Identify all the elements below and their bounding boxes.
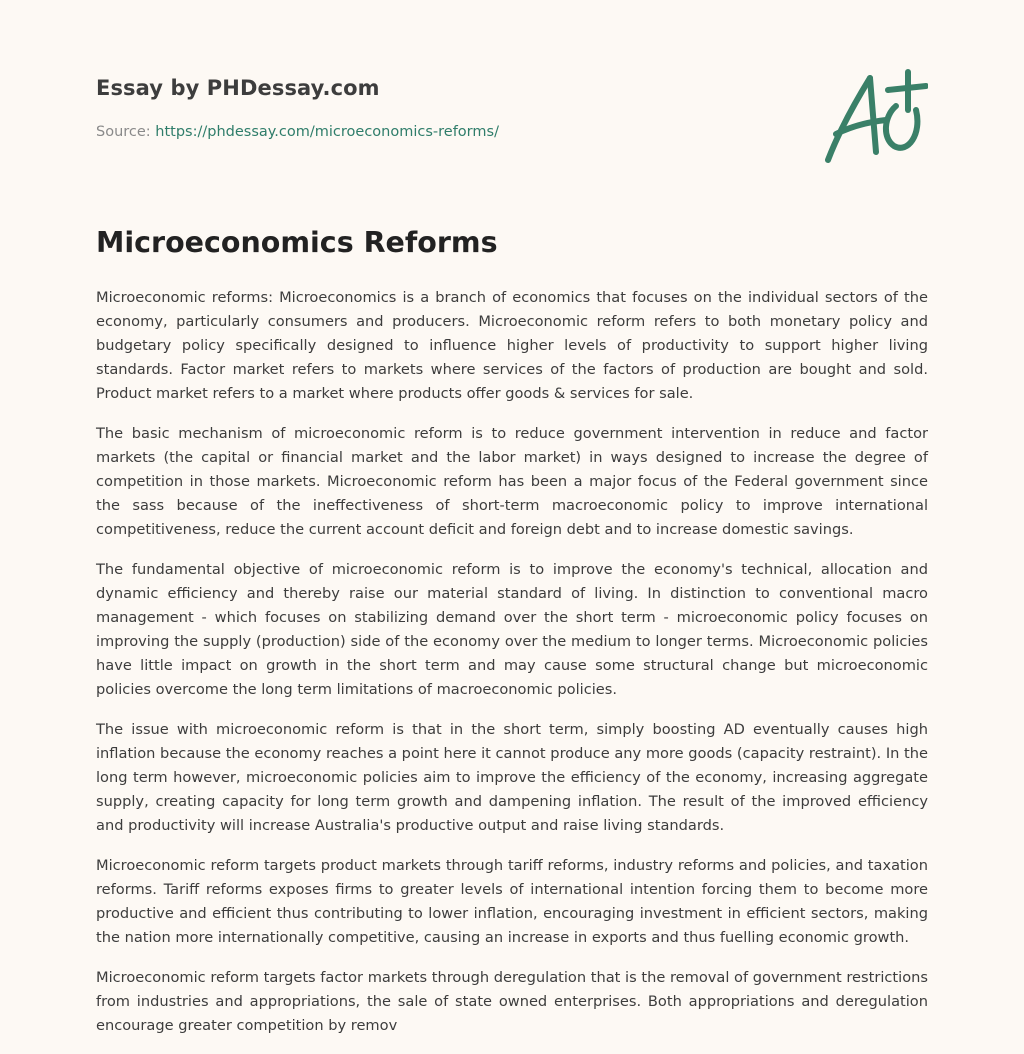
brand-title: Essay by PHDessay.com: [96, 76, 380, 100]
source-link[interactable]: https://phdessay.com/microeconomics-reforms/: [155, 124, 499, 140]
essay-title: Microeconomics Reforms: [96, 226, 498, 259]
essay-page: [96, 0, 928, 1052]
a-plus-logo-icon: [824, 68, 928, 166]
essay-paragraph: The issue with microeconomic reform is that in the short term, simply boosting AD eventually causes high inflation because the economy reaches a point here it cannot produce any more goods (capacity restraint). In the long term however, microeconomic policies aim to improve the efficiency of the economy, increasing aggregate supply, creating capacity for long term growth and dampening inflation. The result of the improved efficiency and productivity will increase Australia's productive output and raise living standards.: [96, 721, 928, 834]
source-label: Source:: [96, 124, 151, 140]
essay-body: [96, 286, 928, 1054]
essay-paragraph: Microeconomic reforms: Microeconomics is a branch of economics that focuses on the individual sectors of the economy, particularly consumers and producers. Microeconomic reform refers to both monetary policy and budgetary policy specifically designed to influence higher levels of productivity to support higher living standards. Factor market refers to markets where services of the factors of production are bought and sold. Product market refers to a market where products offer goods & services for sale.: [96, 289, 928, 402]
source-line: [96, 124, 499, 140]
essay-paragraph: Microeconomic reform targets product markets through tariff reforms, industry reforms and policies, and taxation reforms. Tariff reforms exposes firms to greater levels of international intention forcing them to become more productive and efficient thus contributing to lower inflation, encouraging investment in efficient sectors, making the nation more internationally competitive, causing an increase in exports and thus fuelling economic growth.: [96, 857, 928, 946]
essay-paragraph: The basic mechanism of microeconomic reform is to reduce government intervention in reduce and factor markets (the capital or financial market and the labor market) in ways designed to increase the degree of competition in those markets. Microeconomic reform has been a major focus of the Federal government since the sass because of the ineffectiveness of short-term macroeconomic policy to improve international competitiveness, reduce the current account deficit and foreign debt and to increase domestic savings.: [96, 425, 928, 538]
essay-paragraph: Microeconomic reform targets factor markets through deregulation that is the removal of government restrictions from industries and appropriations, the sale of state owned enterprises. Both appropriations and deregulation encourage greater competition by remov: [96, 969, 928, 1034]
essay-paragraph: The fundamental objective of microeconomic reform is to improve the economy's technical, allocation and dynamic efficiency and thereby raise our material standard of living. In distinction to conventional macro management - which focuses on stabilizing demand over the short term - microeconomic policy focuses on improving the supply (production) side of the economy over the medium to longer terms. Microeconomic policies have little impact on growth in the short term and may cause some structural change but microeconomic policies overcome the long term limitations of macroeconomic policies.: [96, 561, 928, 698]
